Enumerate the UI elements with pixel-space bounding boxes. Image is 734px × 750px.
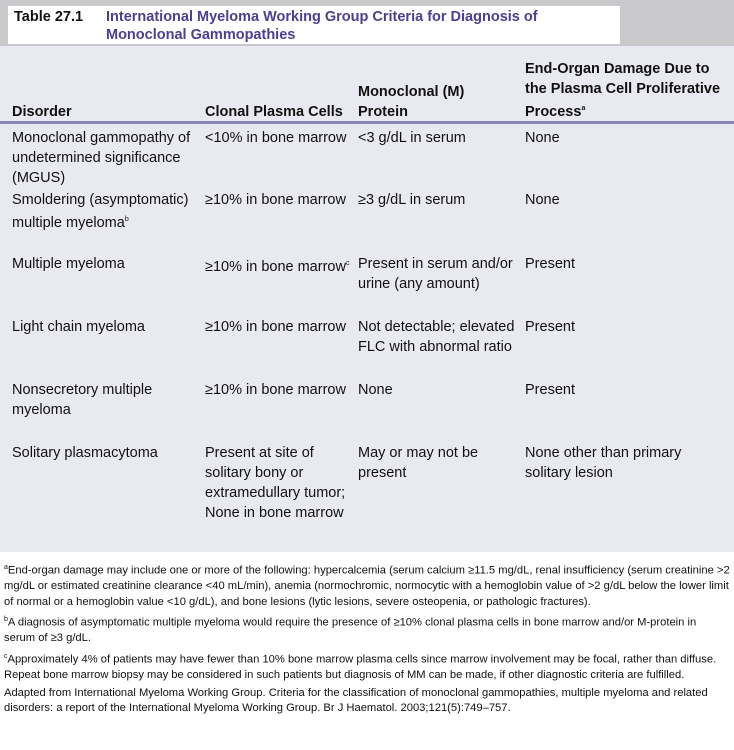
cell-m-protein: <3 g/dL in serum xyxy=(358,130,466,146)
cell-disorder: Light chain myeloma xyxy=(12,319,145,335)
footnote-b: $^b$A diagnosis of asymptomatic multiple myeloma would require the presence of ≥10% clonal plasma cells in bone marrow and/or M-protein in serum of ≥3 g/dL. xyxy=(4,616,697,645)
cell-disorder: Monoclonal gammopathy of undetermined significance (MGUS) xyxy=(12,130,191,186)
cell-disorder: Nonsecretory multiple myeloma xyxy=(12,382,153,418)
header-rule xyxy=(0,121,734,124)
footnotes xyxy=(4,560,730,719)
table-caption: International Myeloma Working Group Criteria for Diagnosis of Monoclonal Gammopathies xyxy=(106,9,538,43)
header-text: End-Organ Damage Due to the Plasma Cell Proliferative Process$^a$ xyxy=(525,61,721,120)
cell-m-protein: Present in serum and/or urine (any amount) xyxy=(358,256,513,292)
footnote-a: $^a$End-organ damage may include one or more of the following: hypercalcemia (serum calcium ≥11.5 mg/dL, renal insufficiency (serum creatinine >2 mg/dL or estimated creatinine clearance <40 mL/min), anemia (normochromic, normocytic with a hemoglobin value of >2 g/dL below the lower limit of normal or a hemoglobin value <10 g/dL), and bone lesions (lytic lesions, severe osteopenia, or pathologic fractures). xyxy=(4,564,730,608)
cell-clonal-cells: ≥10% in bone marrow xyxy=(205,319,346,335)
cell-clonal-cells: ≥10% in bone marrow xyxy=(205,382,346,398)
footnote-c: $^c$Approximately 4% of patients may have fewer than 10% bone marrow plasma cells since marrow involvement may be focal, rather than diffuse. Repeat bone marrow biopsy may be considered in such patients but diagnosis of MM can be made, if other diagnostic criteria are fulfilled. xyxy=(4,652,717,682)
cell-m-protein: None xyxy=(358,382,393,398)
cell-clonal-cells: ≥10% in bone marrow$^c$ xyxy=(205,258,350,275)
header-end-organ xyxy=(525,46,730,122)
cell-clonal-cells: Present at site of solitary bony or extramedullary tumor; None in bone marrow xyxy=(205,445,346,521)
cell-m-protein: May or may not be present xyxy=(358,445,479,481)
header-disorder xyxy=(12,46,197,122)
cell-end-organ: Present xyxy=(525,382,575,398)
cell-clonal-cells: <10% in bone marrow xyxy=(205,130,347,146)
cell-m-protein: ≥3 g/dL in serum xyxy=(358,192,466,208)
header-clonal-cells xyxy=(205,46,350,122)
cell-disorder: Multiple myeloma xyxy=(12,256,125,272)
cell-disorder: Smoldering (asymptomatic) multiple myeloma$^b$ xyxy=(12,192,189,231)
table-title xyxy=(8,6,620,44)
cell-end-organ: None xyxy=(525,192,560,208)
cell-end-organ: None xyxy=(525,130,560,146)
table-number: Table 27.1 xyxy=(14,9,84,25)
header-text: Disorder xyxy=(12,104,72,120)
cell-m-protein: Not detectable; elevated FLC with abnormal ratio xyxy=(358,319,515,355)
cell-clonal-cells: ≥10% in bone marrow xyxy=(205,192,346,208)
footnote-mark: a xyxy=(581,105,586,113)
cell-disorder: Solitary plasmacytoma xyxy=(12,445,158,461)
cell-end-organ: None other than primary solitary lesion xyxy=(525,445,682,481)
source-note: Adapted from International Myeloma Working Group. Criteria for the classification of monoclonal gammopathies, multiple myeloma and related disorders: a report of the International Myeloma Working Group. Br J Haematol. 2003;121(5):749–757. xyxy=(4,686,708,715)
header-text: Monoclonal (M) Protein xyxy=(358,84,465,120)
cell-end-organ: Present xyxy=(525,256,575,272)
header-m-protein xyxy=(358,46,518,122)
header-text: Clonal Plasma Cells xyxy=(205,104,343,120)
cell-end-organ: Present xyxy=(525,319,575,335)
